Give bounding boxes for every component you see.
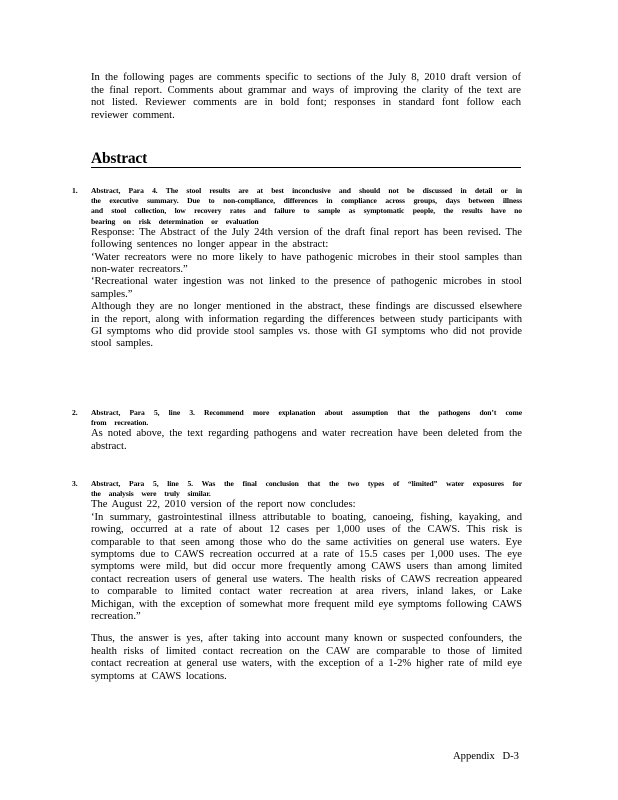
response-quote: ‘Recreational water ingestion was not linked to the presence of pathogenic microbes in stool samples.” [91, 276, 522, 300]
response-text: Although they are no longer mentioned in the abstract, these findings are discussed elsewhere in the report, along with information regarding the differences between study participants with GI symptoms who did provide stool samples vs. those with GI symptoms who did not provide stool samples. [91, 301, 522, 350]
item-number: 2. [72, 408, 78, 417]
page-footer [453, 751, 519, 762]
comment-item-3 [72, 479, 522, 683]
item-number: 3. [72, 479, 78, 488]
response-text: The August 22, 2010 version of the report now concludes: [91, 499, 356, 511]
comment-item-2 [72, 408, 522, 453]
reviewer-comment: Abstract, Para 4. The stool results are at best inconclusive and should not be discussed in detail or in the executive summary. Due to non-compliance, differences in compliance across groups, days between illness and stool collection, low recovery rates and failure to sample as symptomatic people, the results have no bearing on risk determination or evaluation [91, 186, 522, 226]
page-number: D-3 [502, 751, 519, 762]
response-text: As noted above, the text regarding pathogens and water recreation have been deleted from the abstract. [91, 428, 522, 452]
intro-paragraph: In the following pages are comments specific to sections of the July 8, 2010 draft version of the final report. Comments about grammar and ways of improving the clarity of the text are not listed. Reviewer comments are in bold font; responses in standard font follow each reviewer comment. [91, 72, 521, 121]
response-text: Response: The Abstract of the July 24th version of the draft final report has been revised. The following sentences no longer appear in the abstract: [91, 226, 522, 251]
response-quote: ‘In summary, gastrointestinal illness attributable to boating, canoeing, fishing, kayaking, and rowing, occurred at a rate of about 12 cases per 1,000 uses of the CAWS. This risk is comparable to that seen among those who do the same activities on general use waters. Eye symptoms due to CAWS recreation occurred at a rate of 15.5 cases per 1,000 uses. The eye symptoms were mild, but did occur more frequently among CAWS users than among limited contact recreation users of general use waters. The health risks of CAWS recreation appeared to comparable to limited contact water recreation at area rivers, inland lakes, or Lake Michigan, with the exception of somewhat more frequent mild eye symptoms following CAWS recreation.” [91, 511, 522, 623]
item-number: 1. [72, 186, 78, 195]
response-text: Thus, the answer is yes, after taking into account many known or suspected confounders, the health risks of limited contact recreation on the CAW are comparable to those of limited contact recreation at general use waters, with the exception of a 1-2% higher rate of mild eye symptoms at CAWS locations. [91, 633, 522, 682]
section-heading: Abstract [91, 150, 148, 167]
reviewer-comment: Abstract, Para 5, line 5. Was the final conclusion that the two types of “limited” water exposures for the analysis were truly similar. [91, 479, 522, 499]
heading-divider [91, 167, 521, 168]
reviewer-comment: Abstract, Para 5, line 3. Recommend more explanation about assumption that the pathogens don’t come from recreation. [91, 408, 522, 428]
response-quote: ‘Water recreators were no more likely to have pathogenic microbes in their stool samples than non-water recreators.” [91, 251, 522, 276]
comment-item-1 [72, 186, 522, 351]
footer-label: Appendix [453, 751, 495, 762]
